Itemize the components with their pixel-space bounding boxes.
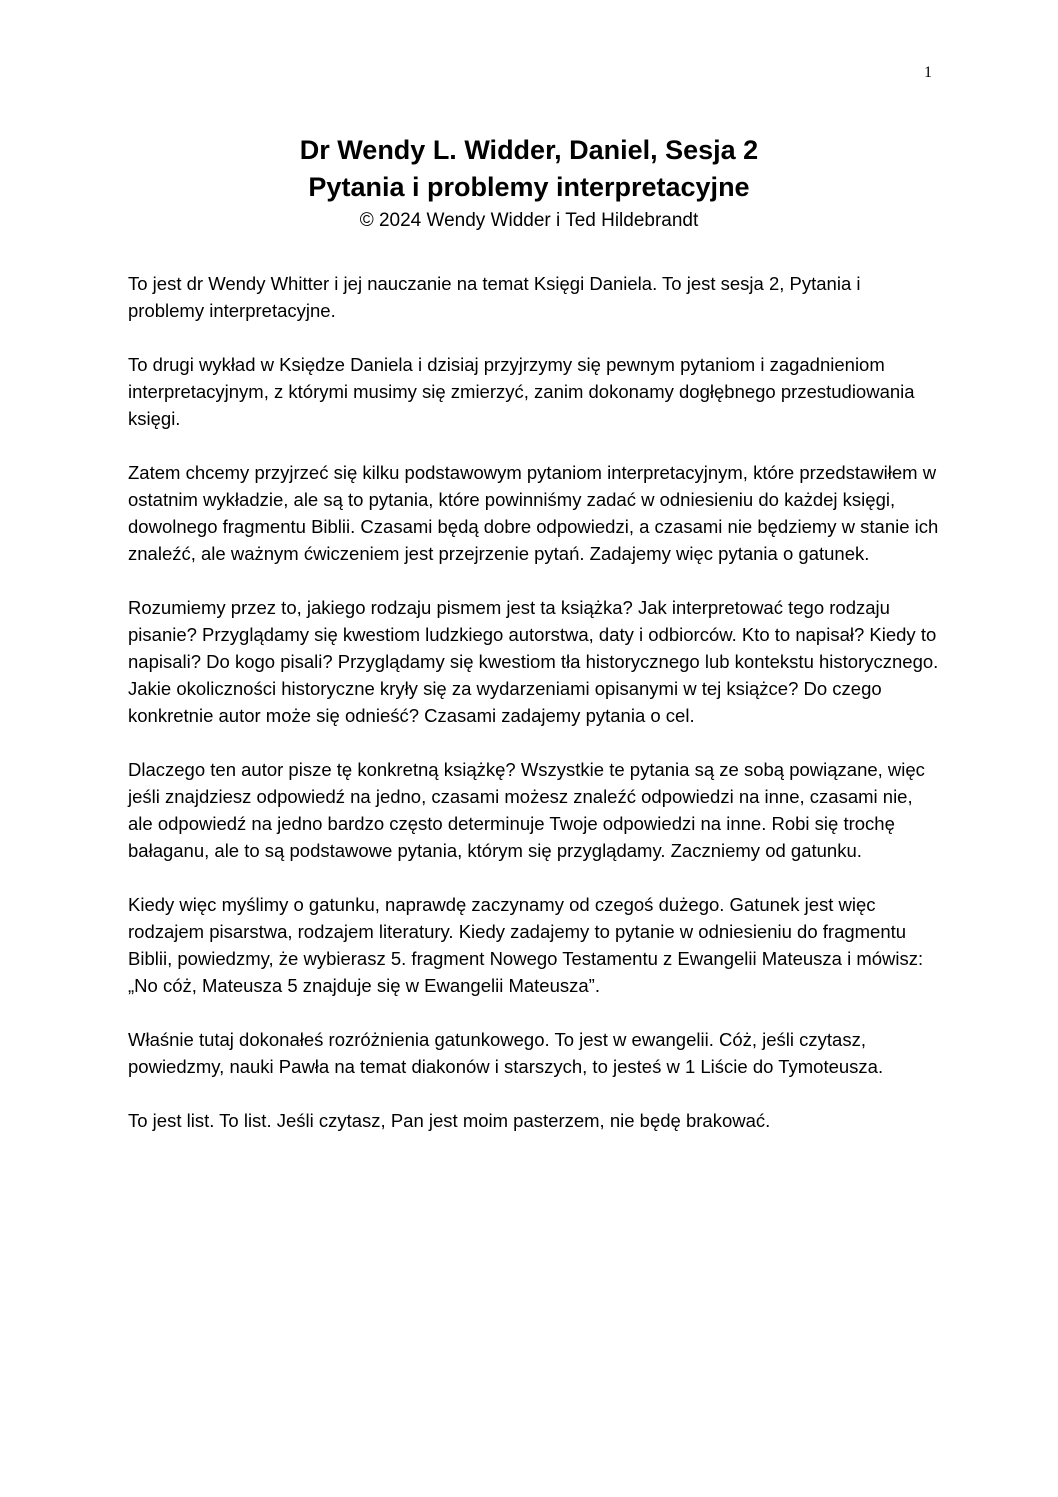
document-title: Dr Wendy L. Widder, Daniel, Sesja 2 bbox=[299, 135, 759, 165]
paragraph: Dlaczego ten autor pisze tę konkretną książkę? Wszystkie te pytania są ze sobą powiązane, więc jeśli znajdziesz odpowiedź na jedno, czasami możesz znaleźć odpowiedzi na inne, czasami nie, ale odpowiedź na jedno bardzo często determinuje Twoje odpowiedzi na inne. Robi się trochę bałaganu, ale to są podstawowe pytania, którym się przyglądamy. Zaczniemy od gatunku. bbox=[128, 759, 925, 861]
document-body bbox=[128, 270, 940, 1161]
paragraph: Właśnie tutaj dokonałeś rozróżnienia gatunkowego. To jest w ewangelii. Cóż, jeśli czytasz, powiedzmy, nauki Pawła na temat diakonów i starszych, to jesteś w 1 Liście do Tymoteusza. bbox=[128, 1029, 884, 1077]
page-number: 1 bbox=[924, 64, 932, 81]
copyright-line: © 2024 Wendy Widder i Ted Hildebrandt bbox=[359, 210, 699, 231]
paragraph: Kiedy więc myślimy o gatunku, naprawdę zaczynamy od czegoś dużego. Gatunek jest więc rodzajem pisarstwa, rodzajem literatury. Kiedy zadajemy to pytanie w odniesieniu do fragmentu Biblii, powiedzmy, że wybierasz 5. fragment Nowego Testamentu z Ewangelii Mateusza i mówisz: „No cóż, Mateusza 5 znajduje się w Ewangelii Mateusza”. bbox=[128, 894, 924, 996]
paragraph: To jest list. To list. Jeśli czytasz, Pan jest moim pasterzem, nie będę brakować. bbox=[128, 1110, 771, 1131]
paragraph: To jest dr Wendy Whitter i jej nauczanie na temat Księgi Daniela. To jest sesja 2, Pytania i problemy interpretacyjne. bbox=[128, 273, 861, 321]
paragraph: Zatem chcemy przyjrzeć się kilku podstawowym pytaniom interpretacyjnym, które przedstawiłem w ostatnim wykładzie, ale są to pytania, które powinniśmy zadać w odniesieniu do każdej księgi, dowolnego fragmentu Biblii. Czasami będą dobre odpowiedzi, a czasami nie będziemy w stanie ich znaleźć, ale ważnym ćwiczeniem jest przejrzenie pytań. Zadajemy więc pytania o gatunek. bbox=[128, 462, 939, 564]
paragraph: To drugi wykład w Księdze Daniela i dzisiaj przyjrzymy się pewnym pytaniom i zagadnieniom interpretacyjnym, z którymi musimy się zmierzyć, zanim dokonamy dogłębnego przestudiowania księgi. bbox=[128, 354, 915, 429]
document-subtitle: Pytania i problemy interpretacyjne bbox=[308, 172, 750, 202]
paragraph: Rozumiemy przez to, jakiego rodzaju pismem jest ta książka? Jak interpretować tego rodzaju pisanie? Przyglądamy się kwestiom ludzkiego autorstwa, daty i odbiorców. Kto to napisał? Kiedy to napisali? Do kogo pisali? Przyglądamy się kwestiom tła historycznego lub kontekstu historycznego. Jakie okoliczności historyczne kryły się za wydarzeniami opisanymi w tej książce? Do czego konkretnie autor może się odnieść? Czasami zadajemy pytania o cel. bbox=[128, 597, 939, 726]
title-block bbox=[0, 132, 1058, 234]
